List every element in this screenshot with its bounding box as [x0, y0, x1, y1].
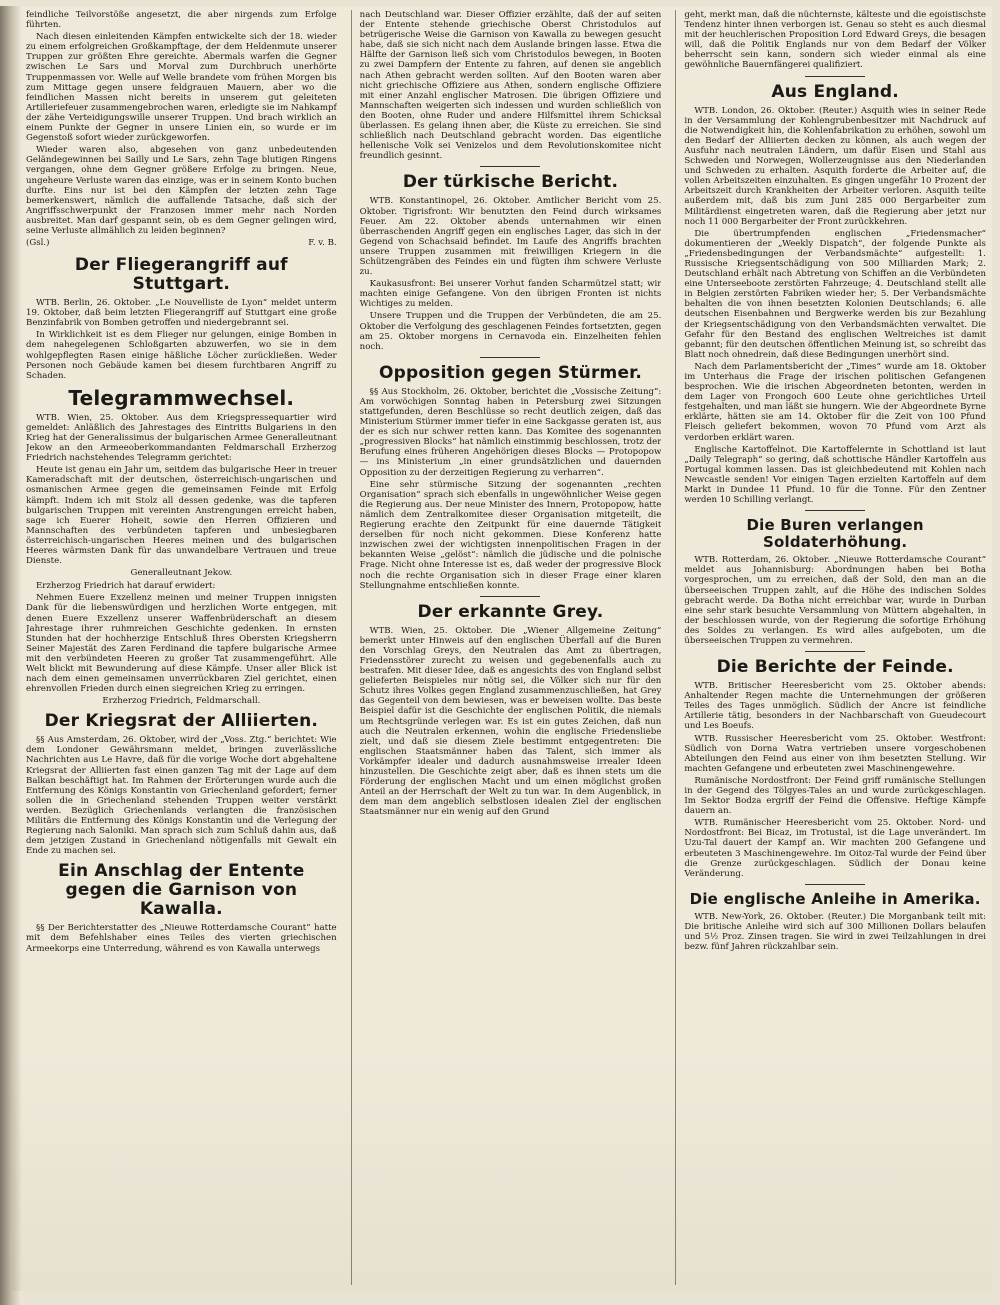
headline-berichte-feinde: Die Berichte der Feinde.: [716, 657, 954, 678]
article-text: Nach dem Parlamentsbericht der „Times“ wurde am 18. Oktober im Unterhaus die Frage der irischen politischen Gefangenen besprochen. Wie die irischen Abgeordneten betonten, werden in dem Lager von Frongoch 600 Leute ohne gerichtliches Urteil festgehalten, und man läßt sie hungern. Wie der Abgeordnete Byrne erklärte, hätten sie am 14. Oktober für die Zeit von 100 Pfund Fleisch geliefert bekommen, wovon 70 Pfund vom Arzt als verdorben erklärt waren.: [684, 361, 986, 443]
telegram-signature: Generalleutnant Jekow.: [130, 568, 233, 579]
headline-kawalla: Ein Anschlag der Entente gegen die Garnison von Kawalla.: [58, 861, 305, 920]
divider: [805, 884, 865, 885]
column-grid: [26, 10, 986, 1285]
article-text: WTB. Wien, 25. Oktober. Die „Wiener Allgemeine Zeitung“ bemerkt unter Hinweis auf den englischen Überfall auf die Buren den Vorschlag Greys, den Neutralen das Amt zu übertragen, Friedensstörer zurecht zu weisen und gegebenenfalls auch zu bestrafen. Mit dieser Idee, daß es angesichts des von England selbst gelieferten Beispieles nur nötig sei, die Völker sich nur für den Schutz ihres Volkes gegen England zusammenzuschließen, hat Grey das Gegenteil von dem bewiesen, was er beweisen wollte. Das beste Beispiel dafür ist die Geschichte der englischen Politik, die niemals um Rechtsgründe verlegen war. Es ist ein gutes Zeichen, daß nun auch die Neutralen erkennen, wohin die englische Friedensliebe zielt, und daß sie diesem Ziele bestimmt entgegentreten: Die englischen Staatsmänner haben das Talent, sich immer als Vorkämpfer idealer und dadurch ausnahmsweise irrealer Ideen hinzustellen. Die Geschichte zeigt aber, daß es ihnen stets um die Förderung der englischen Macht und um einen möglichst großen Anteil an der Herrschaft der Welt zu tun war. In dem Augenblick, in dem man dem angeblich selbstlosen idealen Ziel der englischen Staatsmänner nur ein wenig auf den Grund: [359, 625, 662, 818]
article-text: WTB. Konstantinopel, 26. Oktober. Amtlicher Bericht vom 25. Oktober. Tigrisfront: Wir benutzten den Feind durch wirksames Feuer. Am 22. Oktober abends unternahmen wir einen überraschenden Angriff gegen ein englisches Lager, das sich in der Gegend von Schachsaid befindet. Im Laufe des Angriffs brachten unsere Truppen zusammen mit freiwilligen Kriegern in die Schützengräben des Feindes ein und fügten ihm schwere Verluste zu.: [359, 196, 662, 278]
article-text: Heute ist genau ein Jahr um, seitdem das bulgarische Heer in treuer Kameradschaft mit der deutschen, österreichisch-ungarischen und osmanischen Armee gegen die gemeinsamen Feinde mit Erfolg kämpft. Indem ich mit Stolz all dessen gedenke, was die tapferen bulgarischen Truppen mit vereinten Anstrengungen erreicht haben, sage ich Euerer Hoheit, sowie den Herren Offizieren und Mannschaften des verbündeten tapferen und unbesiegbaren österreichisch-ungarischen Heeres meinen und des bulgarischen Heeres wärmsten Dank für das unwandelbare Vertrauen und treue Dienste.: [26, 465, 337, 567]
newspaper-page: [12, 6, 992, 1291]
article-text: Erzherzog Friedrich hat darauf erwidert:: [36, 581, 216, 592]
column-3: [675, 10, 986, 1285]
article-text: WTB. Wien, 25. Oktober. Aus dem Kriegspressequartier wird gemeldet: Anläßlich des Jahrestages des Eintritts Bulgariens in den Krieg hat der Generalissimus der bulgarischen Armee Generalleutnant Jekow an den Armeeoberkommandanten Feldmarschall Erzherzog Friedrich nachstehendes Telegramm gerichtet:: [26, 412, 337, 464]
article-text: Nehmen Euere Exzellenz meinen und meiner Truppen innigsten Dank für die liebenswürdigen und herzlichen Worte entgegen, mit denen Euere Exzellenz unserer Waffenbrüderschaft an diesem Jahrestage ihrer ruhmreichen Geschichte gedenken. In ernsten Stunden hat der hochherzige Entschluß Ihres Obersten Kriegsherrn Seiner Majestät des Zaren Ferdinand die tapfere bulgarische Armee mit den verbündeten Heeren zu großer Tat zusammengeführt. Alle Welt blickt mit Bewunderung auf diese Kämpfe. Unser aller Blick ist nach dem einen gemeinsamen unverrückbaren Ziel gerichtet, einen ehrenvollen Frieden durch einen siegreichen Krieg zu erringen.: [26, 593, 337, 695]
headline-kriegsrat: Der Kriegsrat der Alliierten.: [44, 711, 319, 732]
source-note: (Gsl.): [26, 238, 50, 249]
article-text: §§ Der Berichterstatter des „Nieuwe Rotterdamsche Courant“ hatte mit dem Befehlshaber eines Teiles des vierten griechischen Armeekorps eine Unterredung, während es von Kawalla unterwegs: [26, 923, 337, 954]
author-signature: F. v. B.: [308, 238, 337, 249]
headline-opposition: Opposition gegen Stürmer.: [378, 362, 642, 383]
headline-aus-england: Aus England.: [771, 81, 899, 102]
article-text: geht, merkt man, daß die nüchternste, kälteste und die egoistischste Tendenz hinter ihnen verborgen ist. Genau so steht es auch diesmal mit der heuchlerischen Proposition Lord Edward Greys, die besagen will, daß die Politik Englands nur von dem Bedarf der Völker beherrscht sein kann, sondern sich wieder einmal als eine gewöhnliche Bauernfängerei qualifiziert.: [684, 10, 986, 71]
article-text: WTB. Rumänischer Heeresbericht vom 25. Oktober. Nord- und Nordostfront: Bei Bicaz, im Trotustal, ist die Lage unverändert. Im Uzu-Tal dauert der Kampf an. Wir machten 200 Gefangene und erbeuteten 3 Maschinengewehre. Im Oitoz-Tal wurde der Feind über die Grenze zurückgeschlagen. Südlich der Donau keine Veränderung.: [684, 818, 986, 879]
article-text: Rumänische Nordostfront: Der Feind griff rumänische Stellungen in der Gegend des Tölgyes-Tales an und wurde zurückgeschlagen. Im Sektor Bodza ergriff der Feind die Offensive. Heftige Kämpfe dauern an.: [684, 775, 986, 817]
headline-telegrammwechsel: Telegrammwechsel.: [68, 385, 295, 410]
article-text: Nach diesen einleitenden Kämpfen entwickelte sich der 18. wieder zu einem erfolgreichen Großkampftage, der dem Heldenmute unserer Truppen zur größten Ehre gereichte. Abermals warfen die Gegner zwischen Le Sars und Morval zum Durchbruch unerhörte Truppenmassen vor. Welle auf Welle brandete vom frühen Morgen bis zum Mittage gegen unsere feldgrauen Mauern, aber wo die feindlichen Massen nicht bereits in unserem gut geleiteten Artilleriefeuer zusammengebrochen waren, erledigte sie im Nahkampf der zähe Verteidigungswille unserer Truppen. Und brach wirklich an einem Punkte der Gegner in unsere Linien ein, so wurde er im Gegenstoß sofort wieder zurückgeworfen.: [26, 32, 337, 144]
divider: [805, 510, 865, 511]
column-1: [26, 10, 337, 1285]
divider: [805, 76, 865, 77]
article-text: WTB. London, 26. Oktober. (Reuter.) Asquith wies in seiner Rede in der Versammlung der Kohlengrubenbesitzer mit Nachdruck auf die Notwendigkeit hin, die Kohlenfabrikation zu erhöhen, sowohl um den Bedarf der Alliierten decken zu können, als auch wegen der Ausfuhr nach neutralen Ländern, um dafür Eisen und Stahl aus Schweden und Norwegen, Wollerzeugnisse aus den Niederlanden und Schweden zu erhalten. Asquith forderte die Arbeiter auf, die vollen Arbeitszeiten einzuhalten. Es gingen ungefähr 10 Prozent der Arbeitszeit durch Krankheiten der Arbeiter verloren. Asquith teilte außerdem mit, daß bis zum Juni 285 000 Bergarbeiter zum Militärdienst eingetreten waren, daß die Regierung aber jetzt nur noch 11 000 Bergarbeiter der Front zurückkehren.: [684, 105, 986, 227]
article-text: Englische Kartoffelnot. Die Kartoffelernte in Schottland ist laut „Daily Telegraph“ so gering, daß schottische Händler Kartoffeln aus Portugal kommen lassen. Das ist gleichbedeutend mit Kohlen nach Newcastle senden! Vor einigen Tagen erzielten Kartoffeln auf dem Markt in Dundee 11 Pfund. 10 für die Tonne. Für den Zentner werden 10 Schilling verlangt.: [684, 444, 986, 506]
article-text: Wieder waren also, abgesehen von ganz unbedeutenden Geländegewinnen bei Sailly und Le Sars, zehn Tage blutigen Ringens vergangen, ohne dem Gegner größere Erfolge zu bringen. Neue, ungeheure Verluste waren das einzige, was er in seinem Konto buchen durfte. Eins nur ist bei den Kämpfen der letzten zehn Tage bemerkenswert, nämlich die auffallende Tatsache, daß sich der Angriffsschwerpunkt der Franzosen immer mehr nach Norden ausbreitet. Man darf gespannt sein, ob es dem Gegner gelingen wird, seine Verluste allmählich zu leiden beginnen?: [26, 145, 337, 236]
article-text: §§ Aus Amsterdam, 26. Oktober, wird der „Voss. Ztg.“ berichtet: Wie dem Londoner Gewährsmann meldet, bringen zuverlässliche Nachrichten aus Le Havre, daß für die vorige Woche dort abgehaltene Kriegsrat der Alliierten fast einen ganzen Tag mit der Lage auf dem Balkan beschäftigt hat. Im Rahmen der Erörterungen wurde auch die Entfernung des Königs Konstantin von Griechenland gefordert; ferner sollen die in Griechenland stehenden Truppen weiter verstärkt werden. Bezüglich Griechenlands verlangten die französischen Militärs die Entfernung des Königs Konstantin und die Verlegung der Regierung nach Saloniki. Man sprach sich zum Schluß dahin aus, daß dem jetzigen Zustand in Griechenland nötigenfalls mit Gewalt ein Ende zu machen sei.: [26, 735, 337, 857]
article-text: Unsere Truppen und die Truppen der Verbündeten, die am 25. Oktober die Verfolgung des geschlagenen Feindes fortsetzten, gegen am 25. Oktober morgens in Cernavoda ein. Einzelheiten fehlen noch.: [359, 311, 662, 352]
headline-tuerkischer-bericht: Der türkische Bericht.: [402, 172, 619, 193]
page-binding-edge: [0, 6, 22, 1305]
article-text: WTB. Rotterdam, 26. Oktober. „Nieuwe Rotterdamsche Courant“ meldet aus Johannisburg: Abordnungen haben bei Botha vorgesprochen, um zu erreichen, daß der Sold, den man an die überseeischen Truppen zahlt, auf die Höhe des indischen Soldes gebracht werde. Da Botha nicht erreichbar war, wurde in Durban eine sehr stark besuchte Versammlung von Müttern abgehalten, in der beschlossen wurde, von der Regierung die sofortige Erhöhung des Soldes zu verlangen. Es wird alles aufgeboten, um die überseeischen Truppen zu vermehren.: [684, 555, 986, 646]
article-text: WTB. New-York, 26. Oktober. (Reuter.) Die Morganbank teilt mit: Die britische Anleihe wird sich auf 300 Millionen Dollars belaufen und 5½ Proz. Zinsen tragen. Sie wird in zwei Teilzahlungen in drei bezw. fünf Jahren rückzahlbar sein.: [684, 911, 986, 953]
article-text: nach Deutschland war. Dieser Offizier erzählte, daß der auf seiten der Entente stehende griechische Oberst Christodulos auf betrügerische Weise die Garnison von Kawalla zu bewegen gesucht habe, daß sie sich nicht nach dem Auslande bringen lasse. Etwa die Hälfte der Garnison ließ sich vom Christodulos bewegen, in Booten zu zwei Dampfern der Entente zu fahren, auf denen sie angeblich nach Athen gebracht werden sollten. Auf den Booten waren aber nicht griechische Offiziere aus Athen, sondern englische Offiziere mit einer Anzahl englischer Matrosen. Die übrigen Offiziere und Mannschaften weigerten sich indessen und wurden schließlich von den Booten, ohne Ruder und andere Hilfsmittel ihrem Schicksal überlassen. Es gelang ihnen aber, die Küste zu erreichen. Sie sind schließlich nach Deutschland gebracht worden. Das eigentliche hellenische Volk sei Venizelos und dem Revolutionskomitee nicht freundlich gesinnt.: [359, 10, 662, 162]
article-text: Kaukasusfront: Bei unserer Vorhut fanden Scharmützel statt; wir machten einige Gefangene. Von den übrigen Fronten ist nichts Wichtiges zu melden.: [359, 279, 662, 310]
article-text: WTB. Russischer Heeresbericht vom 25. Oktober. Westfront: Südlich von Dorna Watra vertrieben unsere vorgeschobenen Abteilungen den Feind aus einer von ihm besetzten Stellung. Wir machten Gefangene und erbeuteten zwei Maschinengewehre.: [684, 733, 986, 774]
headline-anleihe: Die englische Anleihe in Amerika.: [689, 889, 981, 908]
article-text: WTB. Britischer Heeresbericht vom 25. Oktober abends: Anhaltender Regen machte die Unternehmungen der größeren Teiles des Tages unmöglich. Südlich der Ancre ist feindliche Artillerie tätig, besonders in der Nachbarschaft von Gueudecourt und Les Boeufs.: [684, 681, 986, 732]
column-2: [351, 10, 662, 1285]
divider: [480, 596, 540, 597]
reply-signature: Erzherzog Friedrich, Feldmarschall.: [102, 696, 261, 707]
article-text: In Wirklichkeit ist es dem Flieger nur gelungen, einige Bomben in dem nahegelegenen Schloßgarten abzuwerfen, wo sie in dem wohlgepflegten Rasen einige häßliche Löcher zurückließen. Weder Personen noch Gebäude kamen bei diesem furchtbaren Angriff zu Schaden.: [26, 330, 337, 381]
article-text: Die übertrumpfenden englischen „Friedensmacher“ dokumentieren der „Weekly Dispatch“, der folgende Punkte als „Friedensbedingungen der Verbandsmächte“ aufgestellt: 1. Russische Kriegsentschädigung von 500 Milliarden Mark; 2. Deutschland erhält nach Abtretung von Schiffen an die Verbündeten eine Unterseeboote zerstörten Fahrzeuge; 4. Deutschland stellt alle in Belgien zerstörten Fabriken wieder her; 5. Der Verbandsmächte behalten die von ihnen besetzten Kolonien Deutschlands; 6. alle deutschen Eisenbahnen und Bergwerke werden bis zur Bezahlung der Kriegsentschädigung von den Verbandsmächten verwaltet. Die Gefahr für den Bestand des englischen Weltreiches ist damit gebannt; für den deutschen öffentlichen Meinung ist, so schreibt das Blatt noch ohnedrein, daß diese Bedingungen unerhört sind.: [684, 228, 986, 360]
article-text: Eine sehr stürmische Sitzung der sogenannten „rechten Organisation“ sprach sich ebenfalls in ungewöhnlicher Weise gegen die Regierung aus. Der neue Minister des Innern, Protopopow, hatte nämlich dem Zentralkomitee dieser Organisation mitgeteilt, die Regierung erachte den Zeitpunkt für eine dauernde Tätigkeit derselben für noch nicht gekommen. Diese Konferenz hatte inzwischen zwei der wichtigsten innenpolitischen Fragen in der bekannten Weise „gelöst“: nämlich die jüdische und die polnische Frage. Nicht ohne Interesse ist es, daß weder der progressive Block noch die rechte Organisation sich in dieser Frage einer klaren Stellungnahme entschließen konnte.: [359, 479, 662, 591]
article-text: §§ Aus Stockholm, 26. Oktober, berichtet die „Vossische Zeitung“: Am vorwöchigen Sonntag haben in Petersburg zwei Sitzungen stattgefunden, deren Beschlüsse so recht deutlich zeigen, daß das Ministerium Stürmer immer tiefer in eine Sackgasse geraten ist, aus der es sich nur schwer retten kann. Das Komitee des sogenannten „progressiven Blocks“ hat nämlich einstimmig beschlossen, trotz der Berufung eines früheren Angehörigen dieses Blocks — Protopopow — ins Ministerium „in einer grundsätzlichen und dauernden Opposition zu der derzeitigen Regierung zu verharren“.: [359, 386, 662, 478]
divider: [805, 651, 865, 652]
article-text: WTB. Berlin, 26. Oktober. „Le Nouvelliste de Lyon“ meldet unterm 19. Oktober, daß beim letzten Fliegerangriff auf Stuttgart eine große Benzinfabrik von Bomben getroffen und niedergebrannt sei.: [26, 298, 337, 329]
divider: [480, 166, 540, 167]
headline-buren: Die Buren verlangen Soldaterhöhung.: [746, 516, 924, 552]
headline-grey: Der erkannte Grey.: [417, 601, 604, 622]
divider: [480, 357, 540, 358]
article-text: feindliche Teilvorstöße angesetzt, die aber nirgends zum Erfolge führten.: [26, 10, 337, 31]
headline-fliegerangriff: Der Fliegerangriff auf Stuttgart.: [74, 255, 288, 295]
